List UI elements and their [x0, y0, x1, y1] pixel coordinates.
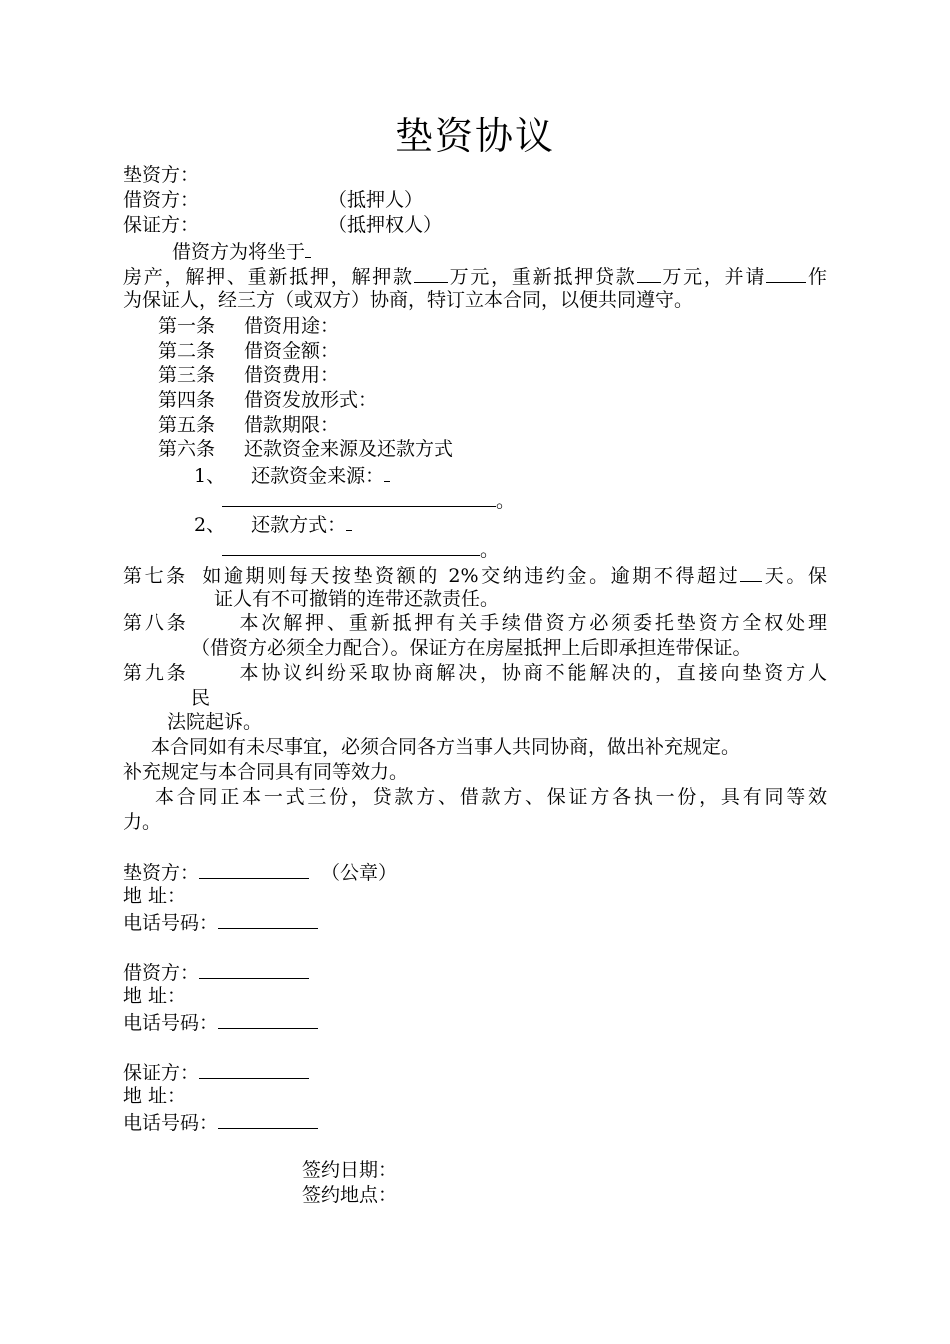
signature-guarantor-phone: 电话号码： [123, 1109, 318, 1136]
blank-borrower-signature [199, 959, 309, 979]
signature-guarantor-address: 地 址： [123, 1085, 187, 1107]
blank-advancer-signature [199, 859, 309, 879]
party-guarantor-note: （抵押权人） [328, 214, 443, 236]
article-9: 第九条 本协议纠纷采取协商解决，协商不能解决的，直接向垫资方人 [123, 662, 827, 684]
party-borrower-label: 借资方： [123, 189, 200, 211]
copies-line-1: 本合同正本一式三份，贷款方、借款方、保证方各执一份，具有同等效 [155, 786, 827, 808]
article-6: 第六条 还款资金来源及还款方式 [158, 438, 454, 460]
article-7-line-2: 证人有不可撤销的连带还款责任。 [214, 588, 500, 610]
party-guarantor [123, 213, 442, 238]
party-borrower [123, 188, 423, 213]
preamble-line-1: 借资方为将坐于 [172, 238, 311, 265]
preamble-line-2: 房产，解押、重新抵押，解押款 万元，重新抵押贷款 万元，并请 作 [123, 263, 827, 290]
blank-guarantor-name [766, 263, 806, 283]
article-3: 第三条 借资费用： [158, 364, 340, 386]
signature-borrower-address: 地 址： [123, 985, 187, 1007]
article-1: 第一条 借资用途： [158, 315, 340, 337]
blank-overdue-days [740, 562, 762, 582]
document-title: 垫资协议 [394, 114, 555, 158]
article-7: 第七条 如逾期则每天按垫资额的 2%交纳违约金。逾期不得超过 天。保 [123, 562, 827, 589]
blank-release-amount [414, 263, 448, 283]
supplement-line-1: 本合同如有未尽事宜，必须合同各方当事人共同协商，做出补充规定。 [151, 736, 741, 758]
copies-line-2: 力。 [123, 811, 162, 833]
signature-advancer: 垫资方： （公章） [123, 859, 397, 886]
signature-borrower: 借资方： [123, 959, 309, 986]
article-4: 第四条 借资发放形式： [158, 389, 378, 411]
sub-item-1: 1、 还款资金来源： [194, 462, 390, 489]
blank-repayment-source [222, 487, 496, 507]
article-8: 第八条 本次解押、重新抵押有关手续借资方必须委托垫资方全权处理 [123, 612, 827, 634]
article-9-line-2: 民 [191, 687, 211, 709]
signature-guarantor: 保证方： [123, 1059, 309, 1086]
signature-borrower-phone: 电话号码： [123, 1009, 318, 1036]
article-9-line-3: 法院起诉。 [167, 711, 263, 733]
preamble-line-3: 为保证人，经三方（或双方）协商，特订立本合同，以便共同遵守。 [123, 289, 694, 311]
supplement-line-2: 补充规定与本合同具有同等效力。 [123, 761, 409, 783]
party-borrower-note: （抵押人） [328, 189, 424, 211]
blank-location [305, 238, 311, 258]
signing-place: 签约地点： [302, 1184, 398, 1206]
sub-item-2: 2、 还款方式： [194, 511, 352, 538]
blank-repayment-method [222, 536, 480, 556]
article-2: 第二条 借资金额： [158, 340, 340, 362]
party-guarantor-label: 保证方： [123, 214, 200, 236]
signature-advancer-address: 地 址： [123, 885, 187, 907]
signature-advancer-phone: 电话号码： [123, 909, 318, 936]
signing-date: 签约日期： [302, 1159, 398, 1181]
article-5: 第五条 借款期限： [158, 414, 340, 436]
blank-guarantor-signature [199, 1059, 309, 1079]
sub-item-1-blank-line: 。 [222, 487, 515, 514]
sub-item-2-blank-line: 。 [222, 536, 499, 563]
article-8-line-2: （借资方必须全力配合）。保证方在房屋抵押上后即承担连带保证。 [191, 637, 752, 659]
blank-loan-amount [637, 263, 661, 283]
party-advancer: 垫资方： [123, 164, 200, 186]
